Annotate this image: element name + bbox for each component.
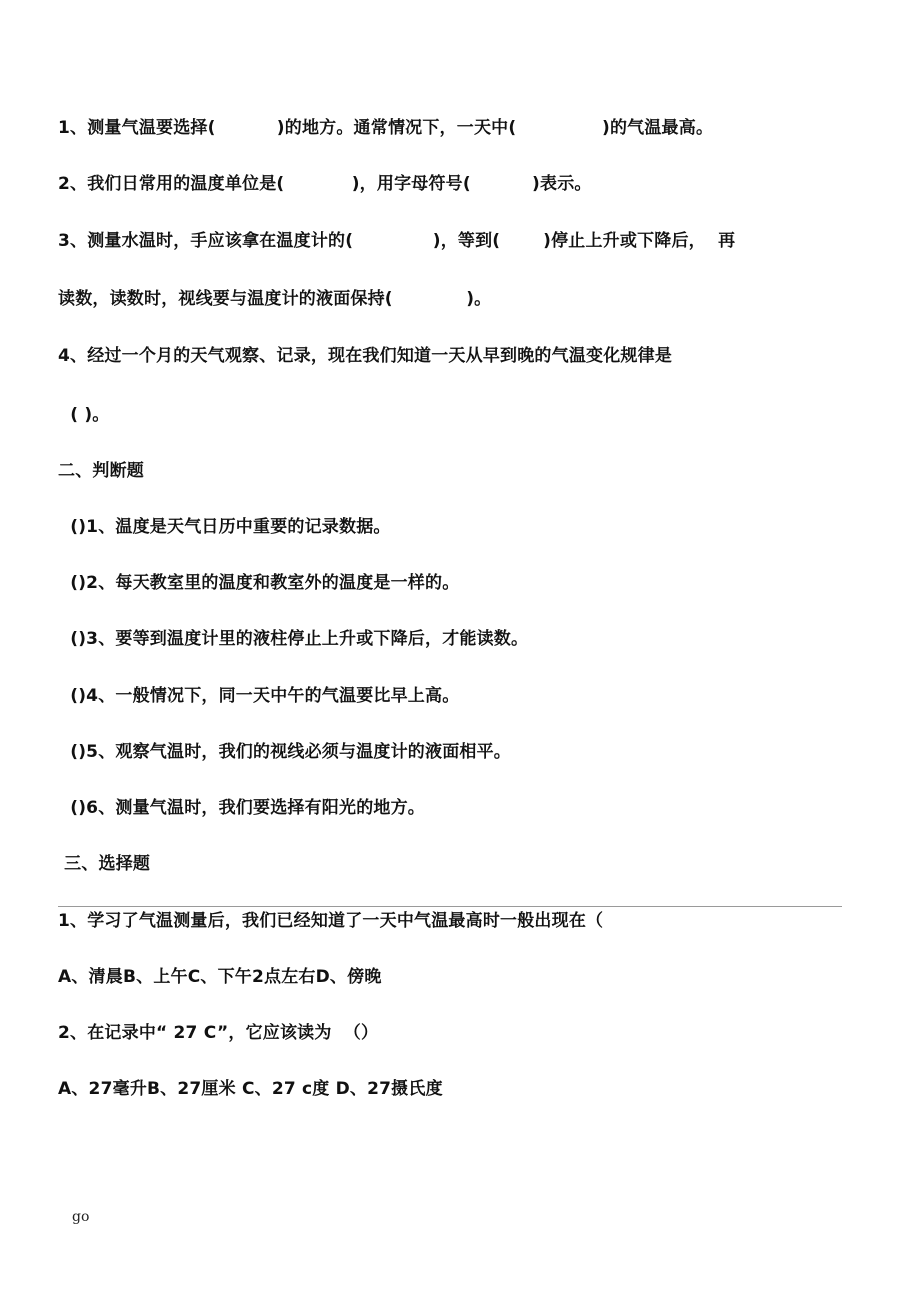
judgment-heading: 二、判断题 <box>58 461 144 481</box>
fill-blank-question-2: 2、我们日常用的温度单位是( )，用字母符号( )表示。 <box>58 174 592 194</box>
choice-question-1-options: A、清晨B、上午C、下午2点左右D、傍晚 <box>58 967 382 987</box>
judgment-item-6: ()6、测量气温时，我们要选择有阳光的地方。 <box>58 798 426 818</box>
choice-heading: 三、选择题 <box>58 854 151 874</box>
fill-blank-question-3-line-1: 3、测量水温时，手应该拿在温度计的( )，等到( )停止上升或下降后， 再 <box>58 231 736 251</box>
fill-blank-question-4-line-2: ( )。 <box>58 405 110 425</box>
judgment-item-1: ()1、温度是天气日历中重要的记录数据。 <box>58 517 391 537</box>
fill-blank-question-4-line-1: 4、经过一个月的天气观察、记录，现在我们知道一天从早到晚的气温变化规律是 <box>58 346 673 366</box>
judgment-item-3: ()3、要等到温度计里的液柱停止上升或下降后，才能读数。 <box>58 629 529 649</box>
choice-question-1: 1、学习了气温测量后，我们已经知道了一天中气温最高时一般出现在（ <box>58 911 604 931</box>
fill-blank-question-1: 1、测量气温要选择( )的地方。通常情况下，一天中( )的气温最高。 <box>58 118 714 138</box>
page-footer-text: go <box>72 1209 90 1225</box>
fill-blank-question-3-line-2: 读数，读数时，视线要与温度计的液面保持( )。 <box>58 289 492 309</box>
section-divider <box>58 906 842 907</box>
judgment-item-2: ()2、每天教室里的温度和教室外的温度是一样的。 <box>58 573 460 593</box>
judgment-item-4: ()4、一般情况下，同一天中午的气温要比早上高。 <box>58 686 460 706</box>
judgment-item-5: ()5、观察气温时，我们的视线必须与温度计的液面相平。 <box>58 742 512 762</box>
choice-question-2: 2、在记录中“ 27 C”，它应该读为 （） <box>58 1023 379 1043</box>
choice-question-2-options: A、27毫升B、27厘米 C、27 c度 D、27摄氏度 <box>58 1079 443 1099</box>
